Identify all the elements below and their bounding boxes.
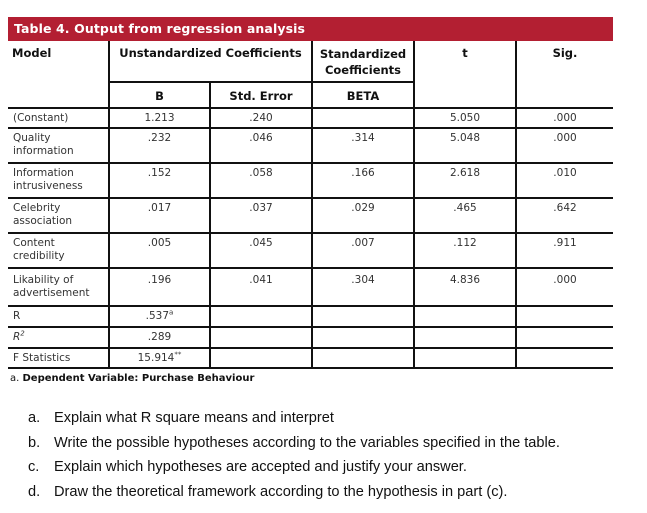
header-t: t bbox=[462, 46, 468, 60]
row-label: Celebrity association bbox=[13, 202, 73, 227]
cell-sig: .000 bbox=[553, 274, 577, 286]
cell-b: .017 bbox=[147, 202, 172, 214]
cell-std-error: .041 bbox=[249, 274, 273, 286]
regression-table bbox=[8, 41, 613, 368]
row-label: Content credibility bbox=[13, 237, 65, 262]
header-model: Model bbox=[12, 46, 52, 60]
cell-beta: .314 bbox=[351, 132, 375, 144]
row-divider bbox=[8, 367, 613, 369]
cell-sig: .642 bbox=[553, 202, 577, 214]
cell-b: .196 bbox=[147, 274, 172, 286]
cell-beta: .007 bbox=[351, 237, 375, 249]
table-title: Table 4. Output from regression analysis bbox=[8, 17, 613, 41]
header-sig: Sig. bbox=[552, 46, 578, 60]
row-divider bbox=[8, 197, 613, 199]
cell-sig: .911 bbox=[553, 237, 577, 249]
summary-value: .537$^a$ bbox=[145, 308, 174, 322]
cell-sig: .010 bbox=[553, 167, 577, 179]
summary-label: $R^2$ bbox=[13, 329, 25, 343]
header-standardized-line2: Coefficients bbox=[324, 63, 402, 77]
question-text: Draw the theoretical framework according to the hypothesis in part (c). bbox=[54, 483, 508, 500]
row-label: (Constant) bbox=[13, 112, 69, 124]
row-label: Quality information bbox=[13, 132, 74, 157]
row-divider bbox=[8, 267, 613, 269]
row-divider bbox=[8, 305, 613, 307]
cell-b: 1.213 bbox=[144, 112, 175, 124]
cell-std-error: .046 bbox=[249, 132, 273, 144]
question-letter: b. bbox=[28, 434, 41, 451]
header-beta: BETA bbox=[346, 89, 380, 103]
summary-label: R bbox=[13, 310, 21, 322]
question-text: Explain what R square means and interpret bbox=[54, 410, 334, 426]
row-divider bbox=[8, 162, 613, 164]
summary-value: 15.914** bbox=[137, 350, 182, 364]
row-divider bbox=[8, 232, 613, 234]
cell-b: .232 bbox=[147, 132, 172, 144]
cell-beta: .304 bbox=[351, 274, 375, 286]
header-b: B bbox=[155, 89, 164, 103]
row-divider bbox=[8, 347, 613, 349]
cell-b: .152 bbox=[147, 167, 172, 179]
cell-std-error: .037 bbox=[249, 202, 273, 214]
row-divider bbox=[8, 107, 613, 109]
cell-beta: .166 bbox=[351, 167, 375, 179]
question-letter: a. bbox=[28, 410, 41, 426]
cell-t: .465 bbox=[453, 202, 477, 214]
table-footnote: a. Dependent Variable: Purchase Behaviour bbox=[10, 373, 255, 384]
row-label: Information intrusiveness bbox=[13, 167, 83, 192]
question-text: Write the possible hypotheses according to the variables specified in the table. bbox=[54, 434, 560, 451]
row-divider bbox=[108, 81, 413, 83]
cell-std-error: .045 bbox=[249, 237, 273, 249]
question-text: Explain which hypotheses are accepted and justify your answer. bbox=[54, 459, 467, 475]
summary-label: F Statistics bbox=[13, 352, 71, 364]
header-standardized bbox=[313, 46, 413, 78]
cell-beta: .029 bbox=[351, 202, 375, 214]
row-divider bbox=[8, 326, 613, 328]
cell-t: 4.836 bbox=[449, 274, 481, 286]
cell-sig: .000 bbox=[553, 132, 577, 144]
cell-t: 2.618 bbox=[449, 167, 481, 179]
cell-t: 5.050 bbox=[449, 112, 481, 124]
question-letter: d. bbox=[28, 483, 41, 500]
cell-std-error: .058 bbox=[249, 167, 273, 179]
cell-std-error: .240 bbox=[249, 112, 273, 124]
cell-t: .112 bbox=[453, 237, 477, 249]
question-letter: c. bbox=[28, 459, 40, 475]
header-standardized-line1: Standardized bbox=[319, 47, 407, 61]
header-unstandardized: Unstandardized Coefficients bbox=[119, 46, 302, 60]
cell-b: .005 bbox=[147, 237, 172, 249]
cell-t: 5.048 bbox=[449, 132, 481, 144]
header-std-error: Std. Error bbox=[229, 89, 293, 103]
row-label: Likability of advertisement bbox=[13, 274, 90, 299]
summary-value: .289 bbox=[147, 331, 172, 343]
cell-sig: .000 bbox=[553, 112, 577, 124]
row-divider bbox=[8, 127, 613, 129]
